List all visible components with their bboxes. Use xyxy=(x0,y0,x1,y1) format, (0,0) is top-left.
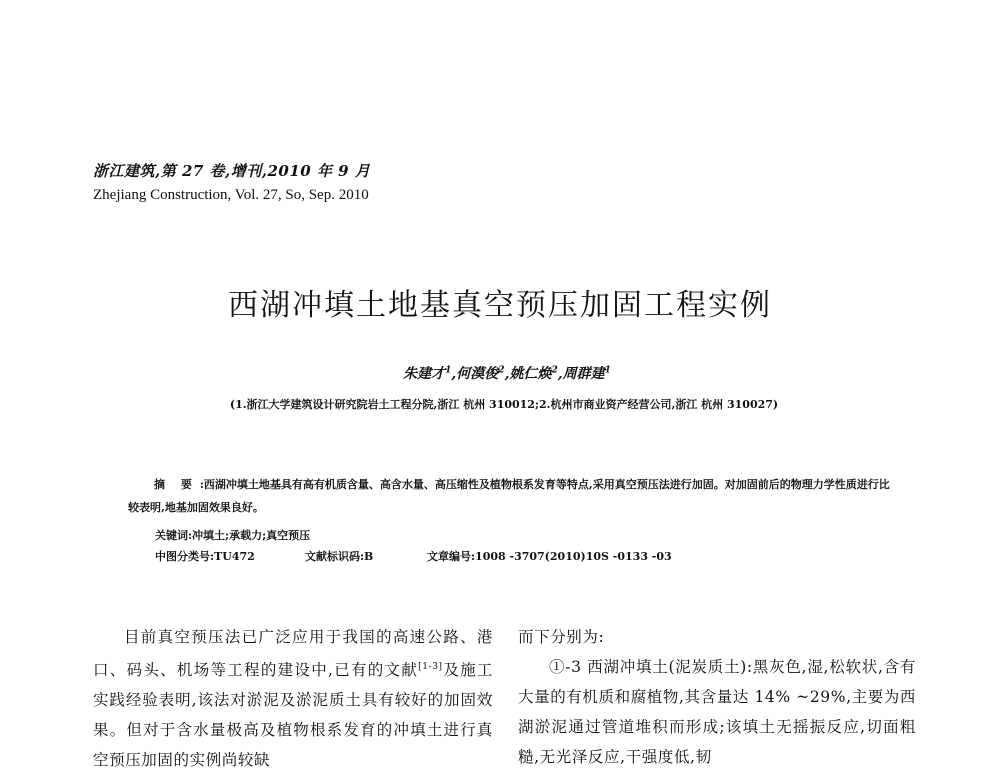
affiliations: (1.浙江大学建筑设计研究院岩土工程分院,浙江 杭州 310012;2.杭州市商业资产经营公司,浙江 杭州 310027) xyxy=(229,398,779,411)
clc-value: :TU472 xyxy=(210,550,255,563)
author-list: 朱建才$^1$,何漠俊$^2$,姚仁焕$^2$,周群建$^1$ xyxy=(403,365,611,382)
author-name: 姚仁焕 xyxy=(509,366,552,382)
paper-title: 西湖冲填土地基真空预压加固工程实例 xyxy=(228,288,772,323)
article-no-label: 文章编号 xyxy=(427,550,471,563)
body-text: 及施工实践经验表明,该法对淤泥及淤泥质土具有较好的加固效果。但对于含水量极高及植物根系发育的冲填土进行真空预压加固的实例尚较缺 xyxy=(93,661,493,770)
journal-citation-cn: 浙江建筑,第 27 卷,增刊,2010 年 9 月 xyxy=(93,162,371,180)
journal-citation-en: Zhejiang Construction, Vol. 27, So, Sep. 2010 xyxy=(93,187,369,203)
clc-label: 中图分类号 xyxy=(155,550,210,563)
doc-code-value: :B xyxy=(360,550,374,563)
body-column-left xyxy=(93,622,493,775)
abstract xyxy=(128,473,898,519)
author-name: 何漠俊 xyxy=(456,366,499,382)
body-text: 而下分别为: xyxy=(518,628,605,646)
keywords-text: :冲填土;承载力;真空预压 xyxy=(188,529,311,542)
abstract-label: 摘 要 xyxy=(154,478,198,491)
author-affiliation-mark: 1 xyxy=(604,365,611,376)
article-no-value: :1008 -3707(2010)10S -0133 -03 xyxy=(471,550,672,563)
keywords-label: 关键词 xyxy=(155,529,188,542)
doc-code-label: 文献标识码 xyxy=(305,550,360,563)
citation-ref: [1-3] xyxy=(418,662,443,672)
keywords xyxy=(155,527,310,543)
author-name: 朱建才 xyxy=(403,366,446,382)
author-affiliation-mark: 2 xyxy=(551,365,558,376)
abstract-text: :西湖冲填土地基具有高有机质含量、高含水量、高压缩性及植物根系发育等特点,采用真空预压法进行加固。对加固前后的物理力学性质进行比较表明,地基加固效果良好。 xyxy=(128,478,890,514)
author-name: 周群建 xyxy=(562,366,605,382)
author-affiliation-mark: 2 xyxy=(498,365,505,376)
author-affiliation-mark: 1 xyxy=(445,365,452,376)
body-column-right xyxy=(518,622,916,772)
classification-row xyxy=(155,548,672,564)
body-text: ①-3 西湖冲填土(泥炭质土):黑灰色,湿,松软状,含有大量的有机质和腐植物,其含量达 14% ~29%,主要为西湖淤泥通过管道堆积而形成;该填土无摇振反应,切面粗糙,无光泽反应,干强度低,韧 xyxy=(518,658,916,766)
body-text: 目前真空预压法已广泛应用于我国的高速公路、港口、码头、机场等工程的建设中,已有的文献 xyxy=(93,628,493,680)
